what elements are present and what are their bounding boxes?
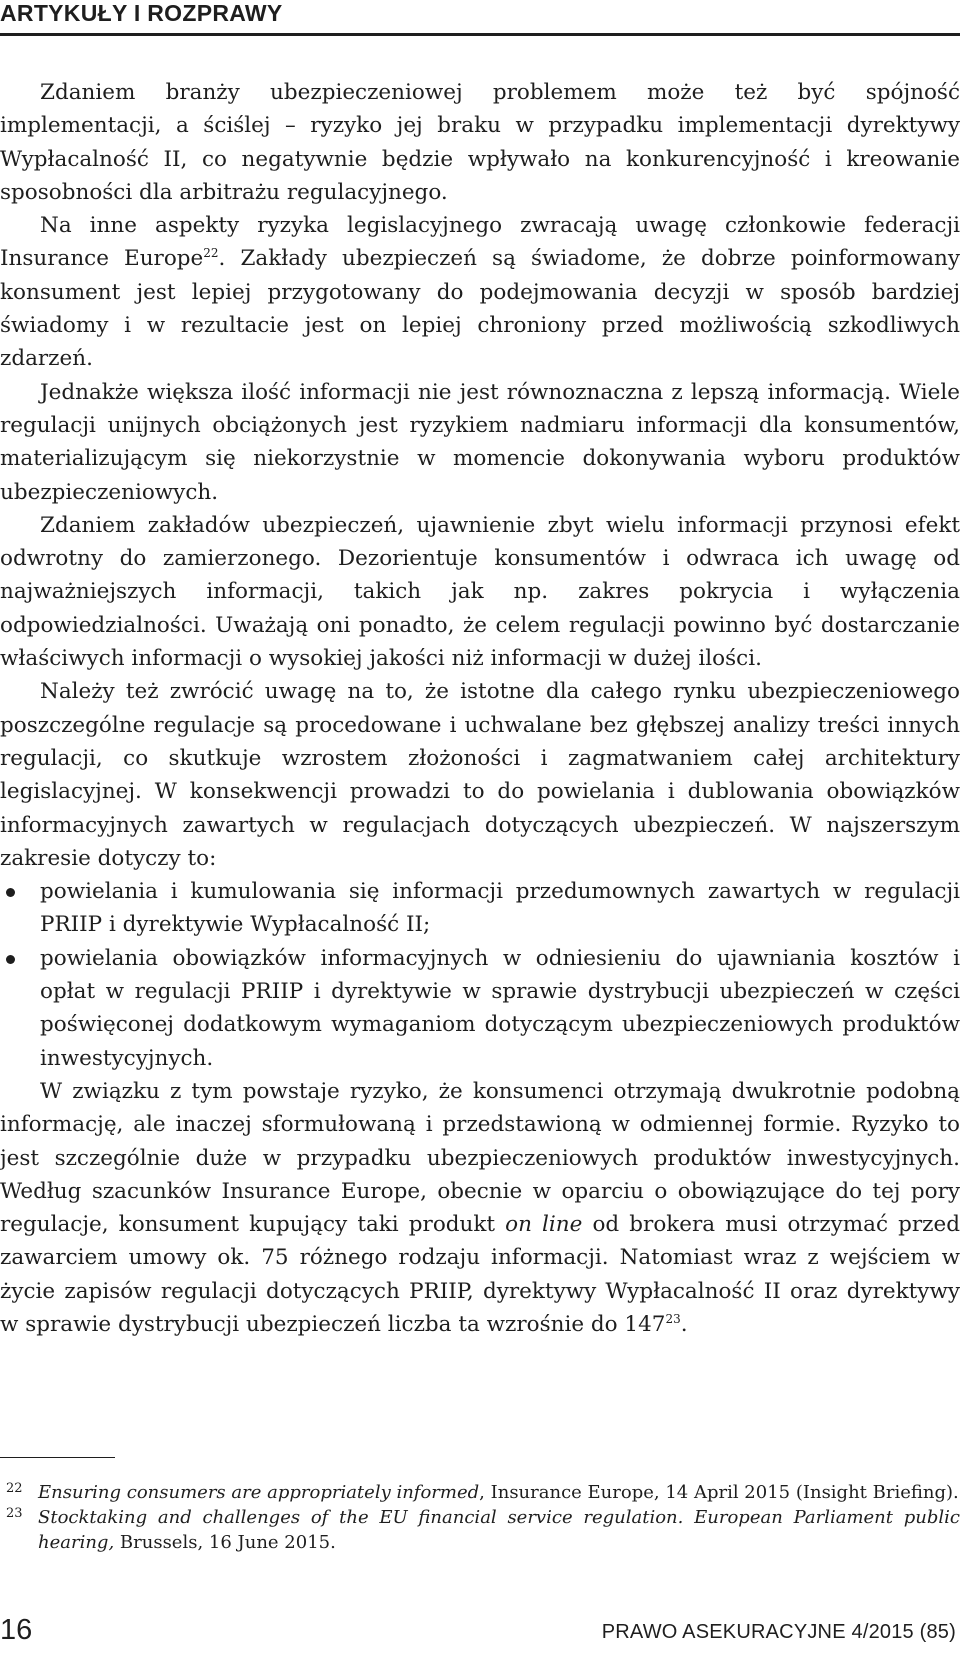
- footnote: [0, 1505, 960, 1555]
- page-number: 16: [0, 1614, 33, 1646]
- section-header: [0, 0, 960, 36]
- journal-name: PRAWO ASEKURACYJNE 4/2015 (85): [601, 1621, 956, 1643]
- paragraph: Zdaniem branży ubezpieczeniowej problemem może też być spójność implementacji, a ściślej – ryzyko jej braku w przypadku implementacji dyrektywy Wypłacalność II, co negatywnie będzie wpływało na konkurencyjność i kreowanie sposobności dla arbitrażu regulacyjnego.: [0, 80, 960, 205]
- footnote-ref[interactable]: 22: [203, 246, 219, 261]
- footnote-source: Brussels, 16 June 2015.: [114, 1532, 336, 1553]
- list-item: powielania i kumulowania się informacji przedumownych zawartych w regulacji PRIIP i dyrektywie Wypłacalność II;: [0, 875, 960, 942]
- paragraph: Jednakże większa ilość informacji nie jest równoznaczna z lepszą informacją. Wiele regulacji unijnych obciążonych jest ryzykiem nadmiaru informacji dla konsumentów, materializującym się niekorzystnie w momencie dokonywania wyboru produktów ubezpieczeniowych.: [0, 379, 960, 505]
- footnote: [0, 1480, 960, 1505]
- footnote-number: 23: [6, 1506, 23, 1521]
- footnote-divider: [0, 1457, 115, 1458]
- paragraph: Należy też zwrócić uwagę na to, że istotne dla całego rynku ubezpieczeniowego poszczególne regulacje są procedowane i uchwalane bez głębszej analizy treści innych regulacji, co skutkuje wzrostem złożoności i zagmatwaniem całej architektury legislacyjnej. W konsekwencji prowadzi to do powielania i dublowania obowiązków informacyjnych zawartych w regulacjach dotyczących ubezpieczeń. W najszerszym zakresie dotyczy to:: [0, 679, 960, 871]
- footnote-title: Stocktaking and challenges of the EU financial service regulation. European Parliament public hearing,: [38, 1507, 960, 1553]
- paragraph: Zdaniem zakładów ubezpieczeń, ujawnienie zbyt wielu informacji przynosi efekt odwrotny do zamierzonego. Dezorientuje konsumentów i odwraca ich uwagę od najważniejszych informacji, takich jak np. zakres pokrycia i wyłączenia odpowiedzialności. Uważają oni ponadto, że celem regulacji powinno być dostarczanie właściwych informacji o wysokiej jakości niż informacji w dużej ilości.: [0, 512, 960, 672]
- footnotes: [0, 1480, 960, 1555]
- footnote-number: 22: [6, 1481, 23, 1496]
- article-body: [0, 76, 960, 1341]
- italic-term: on line: [505, 1212, 583, 1238]
- list-item: powielania obowiązków informacyjnych w odniesieniu do ujawniania kosztów i opłat w regulacji PRIIP i dyrektywie w sprawie dystrybucji ubezpieczeń w części poświęconej dodatkowym wymaganiom dotyczącym ubezpieczeniowych produktów inwestycyjnych.: [0, 942, 960, 1075]
- paragraph: W związku z tym powstaje ryzyko, że konsumenci otrzymają dwukrotnie podobną informację, ale inaczej sformułowaną i przedstawioną w odmiennej formie. Ryzyko to jest szczególnie duże w przypadku ubezpieczeniowych produktów inwestycyjnych. Według szacunków Insurance Europe, obecnie w oparciu o obowiązujące do tej pory regulacje, konsument kupujący taki produkt on line od brokera musi otrzymać przed zawarciem umowy ok. 75 różnego rodzaju informacji. Natomiast wraz z wejściem w życie zapisów regulacji dotyczących PRIIP, dyrektywy Wypłacalność II oraz dyrektywy w sprawie dystrybucji ubezpieczeń liczba ta wzrośnie do $147^{23}$.: [0, 1078, 960, 1337]
- footnote-title: Ensuring consumers are appropriately informed: [38, 1482, 480, 1503]
- section-title: ARTYKUŁY I ROZPRAWY: [0, 0, 283, 26]
- paragraph: Na inne aspekty ryzyka legislacyjnego zwracają uwagę członkowie federacji Insurance Europe$^{22}$. Zakłady ubezpieczeń są świadome, że dobrze poinformowany konsument jest lepiej przygotowany do podejmowania decyzji w sposób bardziej świadomy i w rezultacie jest on lepiej chroniony przed możliwością szkodliwych zdarzeń.: [0, 213, 960, 372]
- page-footer: [0, 1614, 960, 1650]
- footnote-source: , Insurance Europe, 14 April 2015 (Insight Briefing).: [479, 1482, 959, 1503]
- bullet-list: [0, 875, 960, 1075]
- footnote-ref[interactable]: 23: [665, 1311, 681, 1326]
